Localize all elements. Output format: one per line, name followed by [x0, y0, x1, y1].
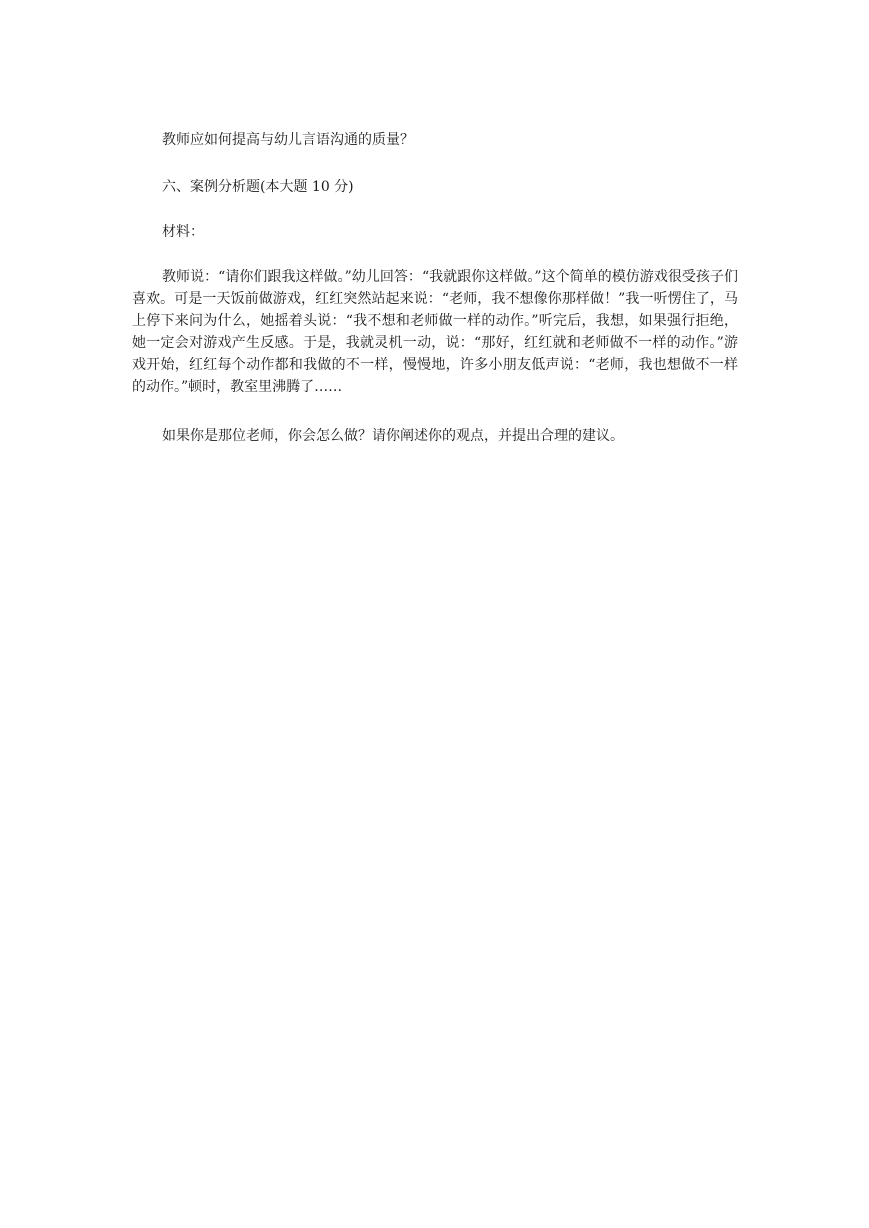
- final-question: 如果你是那位老师，你会怎么做？请你阐述你的观点，并提出合理的建议。: [162, 428, 624, 444]
- case-text: 教师说：“请你们跟我这样做。”幼儿回答：“我就跟你这样做。”这个简单的模仿游戏很受孩子们喜欢。可是一天饭前做游戏，红红突然站起来说：“老师，我不想像你那样做！”我一听愣住了，马上停下来问为什么，她摇着头说：“我不想和老师做一样的动作。”听完后，我想，如果强行拒绝，她一定会对游戏产生反感。于是，我就灵机一动，说：“那好，红红就和老师做不一样的动作。”游戏开始，红红每个动作都和我做的不一样，慢慢地，许多小朋友低声说：“老师，我也想做不一样的动作。”顿时，教室里沸腾了……: [132, 269, 738, 395]
- section-heading: 六、案例分析题(本大题 10 分): [162, 179, 354, 195]
- question-prompt: 教师应如何提高与幼儿言语沟通的质量？: [162, 132, 414, 148]
- material-label: 材料：: [162, 224, 204, 240]
